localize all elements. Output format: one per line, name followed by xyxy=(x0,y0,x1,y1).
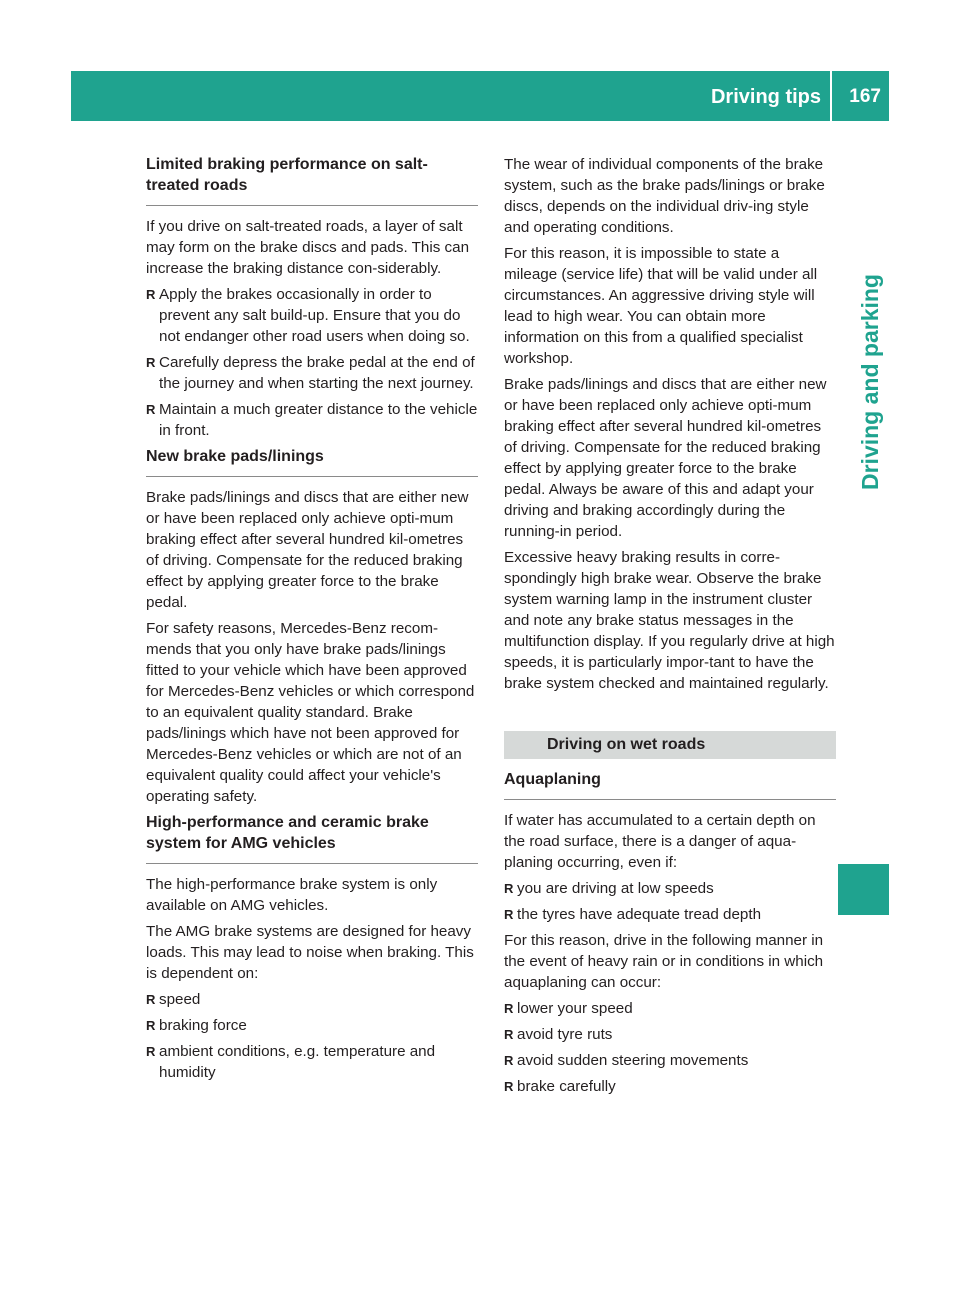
paragraph: If water has accumulated to a certain depth on the road surface, there is a danger of aqua-planing occurring, even if: xyxy=(504,812,816,871)
page-number: 167 xyxy=(849,86,881,107)
paragraph: If you drive on salt-treated roads, a layer of salt may form on the brake discs and pads. This can increase the braking distance con-siderably. xyxy=(146,218,470,277)
list-item: R Carefully depress the brake pedal at the end of the journey and when starting the next journey. xyxy=(146,352,478,394)
paragraph: The wear of individual components of the brake system, such as the brake pads/linings or brake discs, depends on the individual driv-ing style and operating conditions. xyxy=(504,156,825,236)
list-item: R lower your speed xyxy=(504,998,836,1019)
header-divider xyxy=(830,71,832,121)
section-heading-wet-roads: Driving on wet roads xyxy=(504,731,836,759)
heading-amg-brakes: High-performance and ceramic brake system for AMG vehicles xyxy=(146,812,478,864)
chapter-title: Driving tips xyxy=(710,86,821,108)
list-item: R you are driving at low speeds xyxy=(504,878,836,899)
list-item: R Apply the brakes occasionally in order to prevent any salt build-up. Ensure that you do not endanger other road users when doing so. xyxy=(146,284,478,347)
aqua-action-list xyxy=(504,998,836,1097)
heading-aquaplaning: Aquaplaning xyxy=(504,769,836,800)
paragraph: For this reason, drive in the following manner in the event of heavy rain or in conditions in which aquaplaning can occur: xyxy=(504,932,824,991)
paragraph: Brake pads/linings and discs that are either new or have been replaced only achieve opti-mum braking effect after several hundred kil-ometres of driving. Compensate for the reduced braking effect by applying greater force to the brake pedal. Always be aware of this and adapt your driving and braking accordingly during the running-in period. xyxy=(504,376,827,540)
salt-bullet-list xyxy=(146,284,478,441)
aqua-condition-list xyxy=(504,878,836,925)
side-tab-label: Driving and parking xyxy=(857,274,883,490)
paragraph: For this reason, it is impossible to state a mileage (service life) that will be valid under all circumstances. An aggressive driving style will lead to high wear. You can obtain more information on this from a qualified specialist workshop. xyxy=(504,245,818,367)
amg-bullet-list xyxy=(146,989,478,1083)
heading-salt-roads: Limited braking performance on salt-treated roads xyxy=(146,154,478,206)
paragraph: Brake pads/linings and discs that are either new or have been replaced only achieve opti-mum braking effect after several hundred kil-ometres of driving. Compensate for the reduced braking effect by applying greater force to the brake pedal. xyxy=(146,489,469,611)
list-item: R avoid tyre ruts xyxy=(504,1024,836,1045)
list-item: R ambient conditions, e.g. temperature and humidity xyxy=(146,1041,478,1083)
paragraph: Excessive heavy braking results in corre-spondingly high brake wear. Observe the brake system warning lamp in the instrument cluster and note any brake status messages in the multifunction display. If you regularly drive at high speeds, it is particularly impor-tant to have the brake system checked and maintained regularly. xyxy=(504,549,835,692)
paragraph: The AMG brake systems are designed for heavy loads. This may lead to noise when braking. This is dependent on: xyxy=(146,923,474,982)
list-item: R brake carefully xyxy=(504,1076,836,1097)
list-item: R avoid sudden steering movements xyxy=(504,1050,836,1071)
left-column xyxy=(146,154,478,1088)
heading-new-brake-pads: New brake pads/linings xyxy=(146,446,478,477)
list-item: R braking force xyxy=(146,1015,478,1036)
list-item: R speed xyxy=(146,989,478,1010)
list-item: R Maintain a much greater distance to the vehicle in front. xyxy=(146,399,478,441)
side-tab-marker xyxy=(838,864,889,915)
page-header xyxy=(71,71,889,121)
paragraph: For safety reasons, Mercedes-Benz recom-mends that you only have brake pads/linings fitted to your vehicle which have been approved for Mercedes-Benz vehicles or which correspond to an equivalent quality standard. Brake pads/linings which have not been approved for Mercedes-Benz vehicles or which are not of an equivalent quality could affect your vehicle's operating safety. xyxy=(146,620,475,805)
list-item: R the tyres have adequate tread depth xyxy=(504,904,836,925)
right-column xyxy=(504,154,836,1102)
paragraph: The high-performance brake system is only available on AMG vehicles. xyxy=(146,876,438,914)
